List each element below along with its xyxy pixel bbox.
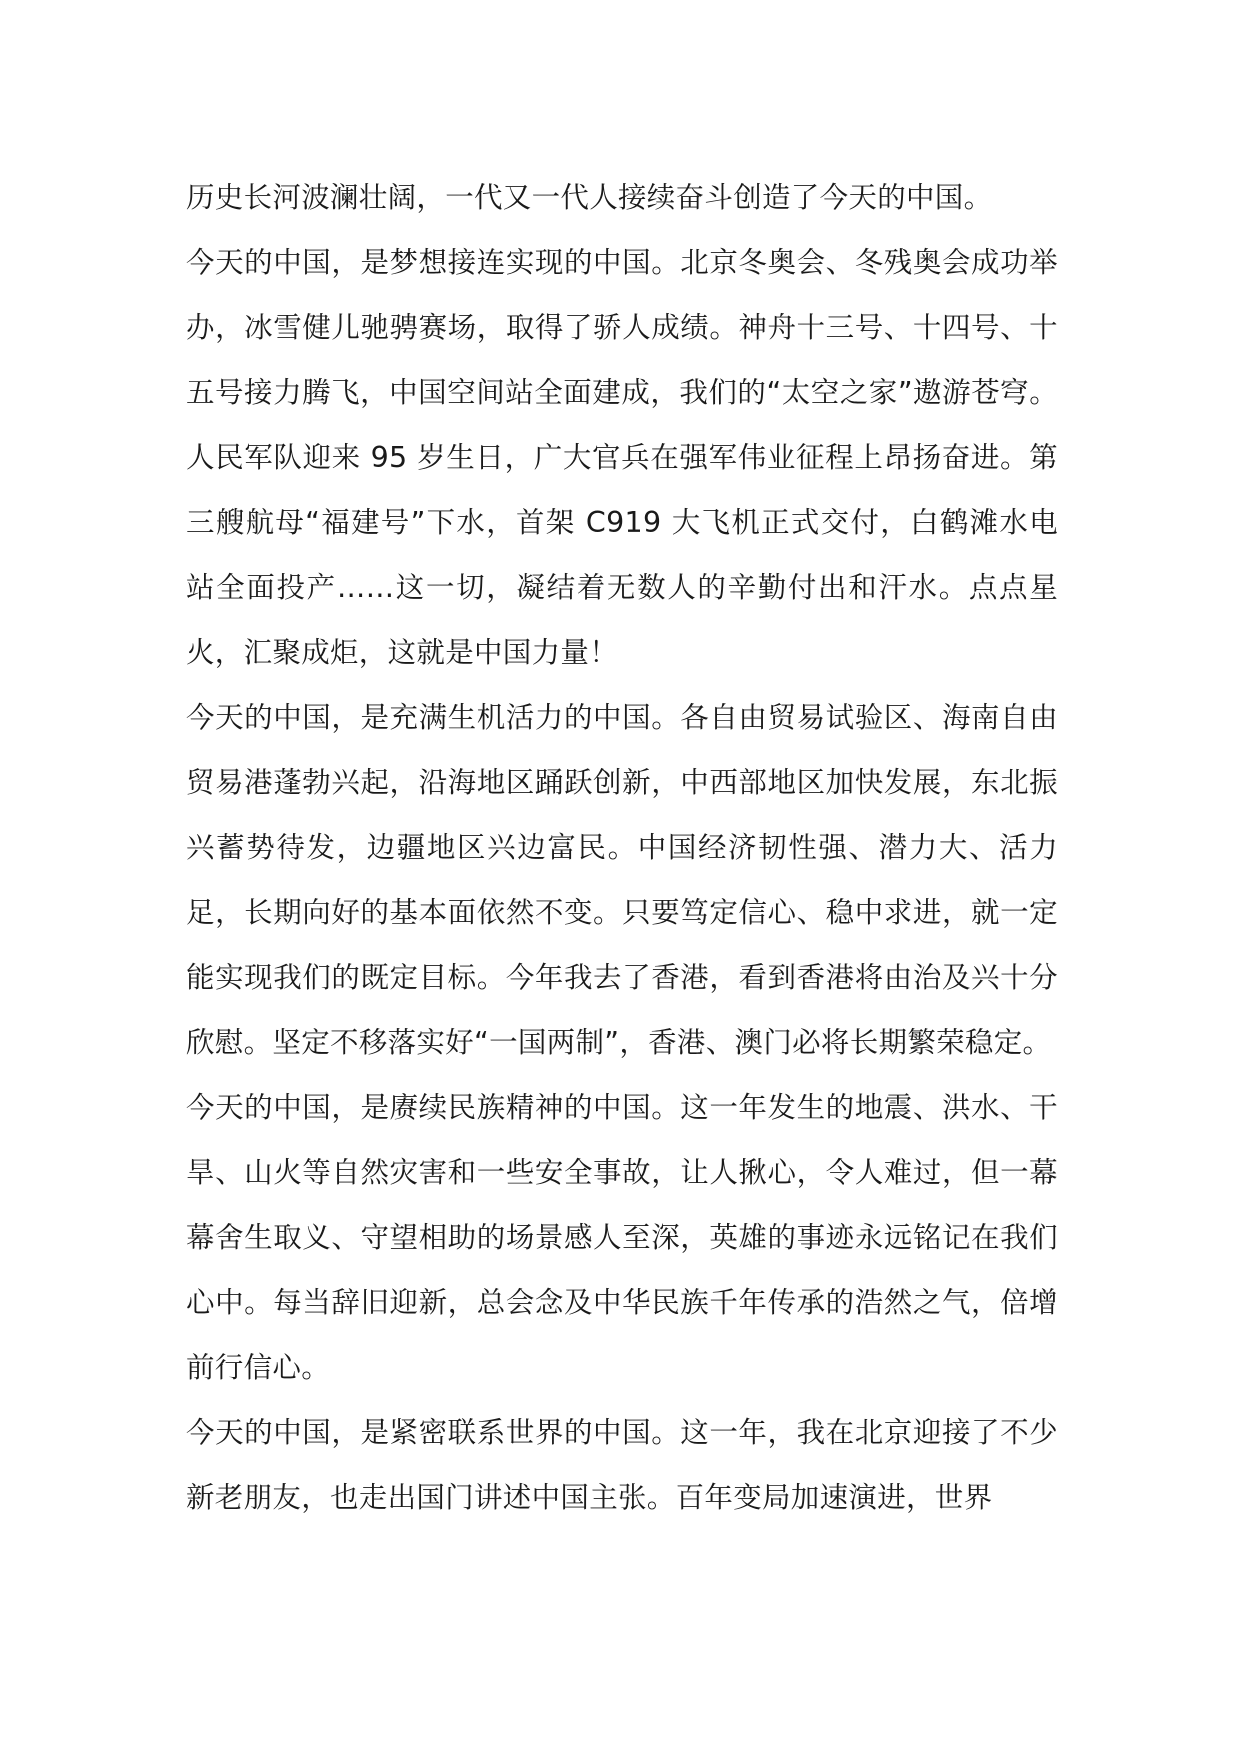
paragraph-vitality: 今天的中国，是充满生机活力的中国。各自由贸易试验区、海南自由贸易港蓬勃兴起，沿海地区踊跃创新，中西部地区加快发展，东北振兴蓄势待发，边疆地区兴边富民。中国经济韧性强、潜力大、活力足，长期向好的基本面依然不变。只要笃定信心、稳中求进，就一定能实现我们的既定目标。今年我去了香港，看到香港将由治及兴十分欣慰。坚定不移落实好“一国两制”，香港、澳门必将长期繁荣稳定。 (186, 701, 1058, 1059)
paragraph-dreams: 今天的中国，是梦想接连实现的中国。北京冬奥会、冬残奥会成功举办，冰雪健儿驰骋赛场，取得了骄人成绩。神舟十三号、十四号、十五号接力腾飞，中国空间站全面建成，我们的“太空之家”遨游苍穹。人民军队迎来 95 岁生日，广大官兵在强军伟业征程上昂扬奋进。第三艘航母“福建号”下水，首架 C919 大飞机正式交付，白鹤滩水电站全面投产……这一切，凝结着无数人的辛勤付出和汗水。点点星火，汇聚成炬，这就是中国力量！ (186, 246, 1058, 669)
paragraph-history: 历史长河波澜壮阔，一代又一代人接续奋斗创造了今天的中国。 (186, 181, 993, 214)
paragraph-world: 今天的中国，是紧密联系世界的中国。这一年，我在北京迎接了不少新老朋友，也走出国门讲述中国主张。百年变局加速演进，世界 (186, 1416, 1058, 1514)
document-body (186, 165, 1058, 1530)
paragraph-national-spirit: 今天的中国，是赓续民族精神的中国。这一年发生的地震、洪水、干旱、山火等自然灾害和一些安全事故，让人揪心，令人难过，但一幕幕舍生取义、守望相助的场景感人至深，英雄的事迹永远铭记在我们心中。每当辞旧迎新，总会念及中华民族千年传承的浩然之气，倍增前行信心。 (186, 1091, 1058, 1384)
